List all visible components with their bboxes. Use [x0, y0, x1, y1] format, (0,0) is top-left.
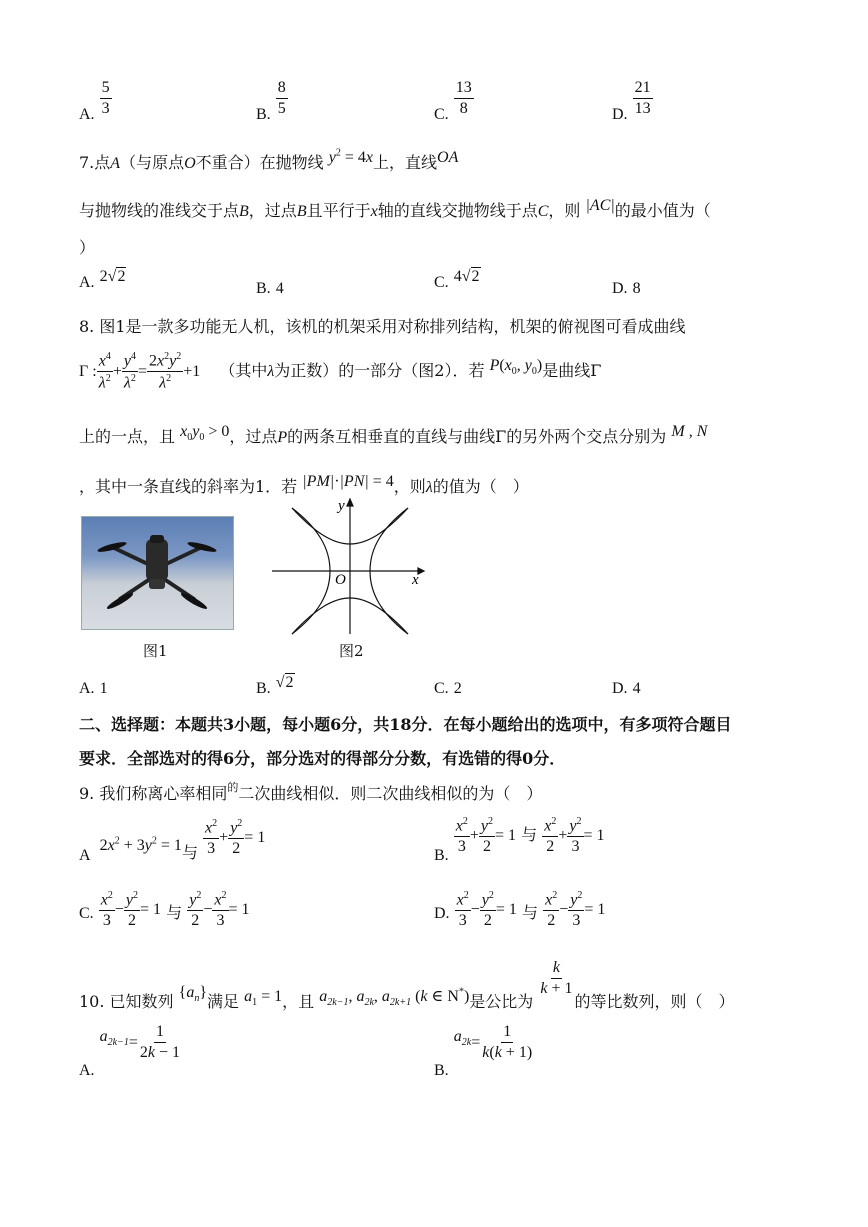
- point-a: A: [110, 155, 121, 172]
- section-2-heading-line-1: 二、选择题：本题共3小题，每小题6分，共18分．在每小题给出的选项中，有多项符合题目: [79, 715, 732, 734]
- denominator: 13: [634, 100, 651, 117]
- q7-line-2: [79, 198, 711, 221]
- equation: $\frac{x^2}{3}$ + $\frac{y^2}{2}$ = 1: [455, 815, 517, 855]
- text: 的最小值为（: [614, 201, 711, 220]
- text: 10. 已知数列: [79, 992, 174, 1011]
- and-word: 与: [522, 903, 539, 922]
- text: 的: [227, 781, 239, 794]
- equation: $\frac{x^2}{2}$ − $\frac{y^2}{3}$ = 1: [545, 889, 606, 929]
- x-axis-arrow: [418, 568, 424, 574]
- ratio-fraction: $\frac{k}{k + 1}$: [540, 959, 573, 997]
- option-value: 4: [632, 680, 641, 697]
- q6-option-c[interactable]: [434, 79, 474, 123]
- equation: $\frac{x^2}{3}$ − $\frac{y^2}{2}$ = 1: [100, 889, 162, 929]
- option-label: A.: [79, 274, 95, 291]
- point-o: O: [184, 155, 196, 172]
- text: ，则: [548, 201, 581, 220]
- option-label: D.: [612, 106, 628, 123]
- point-b: B: [239, 203, 249, 220]
- text: 上，直线: [373, 153, 438, 172]
- y-axis-arrow: [347, 499, 353, 506]
- and-word: 与: [521, 825, 538, 844]
- numerator: 13: [454, 80, 474, 99]
- option-label: C.: [434, 106, 449, 123]
- x-axis-label: x: [412, 572, 419, 588]
- text: 的等比数列，则（ ）: [574, 992, 735, 1011]
- abs-ac: |AC|: [585, 197, 615, 214]
- equation: $\frac{x^2}{3}$ + $\frac{y^2}{2}$ = 1: [205, 817, 266, 857]
- text: 是曲线Γ: [542, 360, 602, 380]
- drone-photo: [81, 516, 234, 630]
- option-value: 2: [453, 680, 462, 697]
- fraction: [633, 80, 653, 117]
- q10-option-a[interactable]: [79, 1023, 182, 1080]
- option-label: B.: [256, 280, 271, 297]
- option-label: B.: [256, 680, 271, 697]
- q8-option-c[interactable]: [434, 678, 462, 698]
- text: 且平行于: [306, 201, 371, 220]
- question-number: 7.: [79, 153, 95, 172]
- text: ，则: [393, 477, 426, 496]
- option-label: A.: [79, 106, 95, 123]
- numerator: 21: [633, 80, 653, 99]
- text: （其中: [219, 360, 268, 380]
- q7-close-paren: ）: [79, 238, 96, 257]
- option-label: A.: [79, 1062, 95, 1080]
- curve-equation: Γ : $\frac{x^4}{\lambda^2}$ + $\frac{y^4}{\lambda^2}$ = $\frac{2x^2y^2}{\lambda^2}$ +1: [79, 351, 201, 392]
- q9-option-d[interactable]: [434, 886, 605, 929]
- radicand: 2: [117, 268, 126, 285]
- point-b: B: [296, 203, 307, 220]
- numerator: 5: [100, 80, 112, 99]
- q10-option-b[interactable]: [434, 1023, 534, 1080]
- option-value: √2: [275, 674, 294, 691]
- equation: $a_{2k}$ = $\frac{1}{k(k + 1)}$: [453, 1023, 533, 1061]
- fraction: $\frac{x^4}{\lambda^2}$: [98, 351, 111, 392]
- text: （与原点: [120, 153, 185, 172]
- text: 为正数）的一部分（图2）．若: [274, 360, 485, 380]
- coefficient: 2: [99, 268, 108, 285]
- fraction: $\frac{2x^2y^2}{\lambda^2}$: [148, 351, 182, 392]
- text: 轴的直线交抛物线于点: [377, 201, 538, 220]
- option-label: A: [79, 847, 91, 864]
- lambda-symbol: λ: [267, 362, 275, 380]
- point-p: P: [277, 429, 288, 446]
- point-p-coordinates: $P(x_0$, $y_0$): [489, 356, 543, 378]
- q10-stem: [79, 958, 735, 1011]
- fraction: [454, 80, 474, 117]
- q8-option-b[interactable]: [256, 672, 295, 697]
- q6-option-b[interactable]: [256, 79, 288, 123]
- text: 的两条互相垂直的直线与曲线Γ的另外两个交点分别为: [287, 427, 667, 446]
- figure-2-caption: 图2: [339, 642, 364, 660]
- line-oa: OA: [437, 149, 459, 166]
- point-c: C: [537, 203, 549, 220]
- text: 满足: [207, 992, 240, 1011]
- option-label: B.: [256, 106, 271, 123]
- q6-option-a[interactable]: [79, 79, 112, 123]
- equation: $\frac{y^2}{2}$ − $\frac{x^2}{3}$ = 1: [189, 889, 250, 929]
- q7-option-a[interactable]: [79, 268, 126, 292]
- denominator: 5: [277, 100, 286, 117]
- q9-option-b[interactable]: [434, 812, 605, 864]
- product-pm-pn: |PM|·|PN| = 4: [302, 473, 394, 490]
- text: 二次曲线相似．则二次曲线相似的为（ ）: [238, 784, 543, 803]
- text: 不重合）在抛物线: [195, 153, 324, 172]
- text: ，且: [282, 992, 315, 1011]
- text: 的值为（ ）: [432, 477, 529, 496]
- text: 点: [94, 153, 111, 172]
- q8-line-2: [79, 352, 601, 392]
- q9-option-c[interactable]: [79, 886, 250, 929]
- axis-x: x: [370, 203, 378, 220]
- option-label: B.: [434, 1062, 449, 1080]
- option-label: D.: [612, 680, 628, 697]
- text: 9. 我们称离心率相同: [79, 784, 228, 803]
- fraction: $\frac{y^4}{\lambda^2}$: [123, 351, 136, 392]
- segment-ac: AC: [589, 197, 611, 214]
- q8-line-1: 8. 图1是一款多功能无人机，该机的机架采用对称排列结构，机架的俯视图可看成曲线: [79, 317, 686, 336]
- fraction: [276, 80, 288, 117]
- option-label: A.: [79, 680, 95, 697]
- radicand: 2: [471, 268, 480, 285]
- parabola-equation: $y^2 = 4x$: [328, 147, 373, 166]
- lambda-symbol: λ: [425, 479, 433, 496]
- option-value: 8: [632, 280, 641, 297]
- curve-diagram: [268, 492, 430, 638]
- option-value: 4: [275, 280, 284, 297]
- q8-line-3: [79, 424, 707, 449]
- q7-option-c[interactable]: [434, 268, 481, 292]
- y-axis-label: y: [338, 498, 345, 514]
- subsequence: $a_{2k-1}$, $a_{2k}$, $a_{2k+1}$ (k ∈ N*): [319, 986, 470, 1009]
- text: 是公比为: [469, 992, 534, 1011]
- coefficient: 4: [453, 268, 462, 285]
- q7-line-1: [79, 147, 459, 173]
- and-word: 与: [181, 843, 198, 862]
- equation: $\frac{x^2}{3}$ − $\frac{y^2}{2}$ = 1: [456, 889, 517, 929]
- origin-label: O: [335, 572, 346, 588]
- q7-option-b[interactable]: [256, 278, 284, 298]
- text: ，过点: [229, 427, 278, 446]
- equation: $2x^2 + 3y^2 = 1$: [99, 835, 182, 854]
- option-value: 2√2: [99, 268, 126, 285]
- option-label: C.: [79, 905, 94, 922]
- text: 上的一点，且: [79, 427, 176, 446]
- q6-option-d[interactable]: [612, 79, 653, 123]
- option-label: C.: [434, 680, 449, 697]
- denominator: 3: [101, 100, 110, 117]
- figure-1-caption: 图1: [143, 642, 168, 660]
- option-label: D.: [612, 280, 628, 297]
- option-value: 1: [99, 680, 108, 697]
- option-label: C.: [434, 274, 449, 291]
- text: 与抛物线的准线交于点: [79, 201, 240, 220]
- q8-option-a[interactable]: [79, 678, 108, 698]
- points-m-n: M , N: [671, 423, 708, 440]
- and-word: 与: [166, 903, 183, 922]
- equation: $a_{2k-1}$ = $\frac{1}{2k - 1}$: [99, 1023, 181, 1061]
- denominator: 8: [459, 100, 468, 117]
- option-value: 4√2: [453, 268, 480, 285]
- q9-stem: [79, 781, 542, 804]
- text: ，过点: [248, 201, 297, 220]
- option-label: B.: [434, 847, 449, 864]
- sequence-an: $\{a_n\}$: [178, 984, 208, 1005]
- condition-x0y0: $x_0y_0 > 0$: [180, 423, 230, 444]
- text: ，其中一条直线的斜率为1．若: [79, 477, 298, 496]
- drone-icon: [82, 517, 233, 629]
- option-label: D.: [434, 905, 450, 922]
- q8-option-d[interactable]: [612, 678, 641, 698]
- a1-equals-1: $a_1 = 1$: [244, 988, 283, 1009]
- numerator: 8: [276, 80, 288, 99]
- radicand: 2: [285, 674, 294, 691]
- equation: $\frac{x^2}{2}$ + $\frac{y^2}{3}$ = 1: [544, 815, 605, 855]
- section-2-heading-line-2: 要求．全部选对的得6分，部分选对的得部分分数，有选错的得0分．: [79, 749, 566, 768]
- q7-option-d[interactable]: [612, 278, 641, 298]
- fraction: [100, 80, 112, 117]
- q9-option-a[interactable]: [79, 812, 266, 864]
